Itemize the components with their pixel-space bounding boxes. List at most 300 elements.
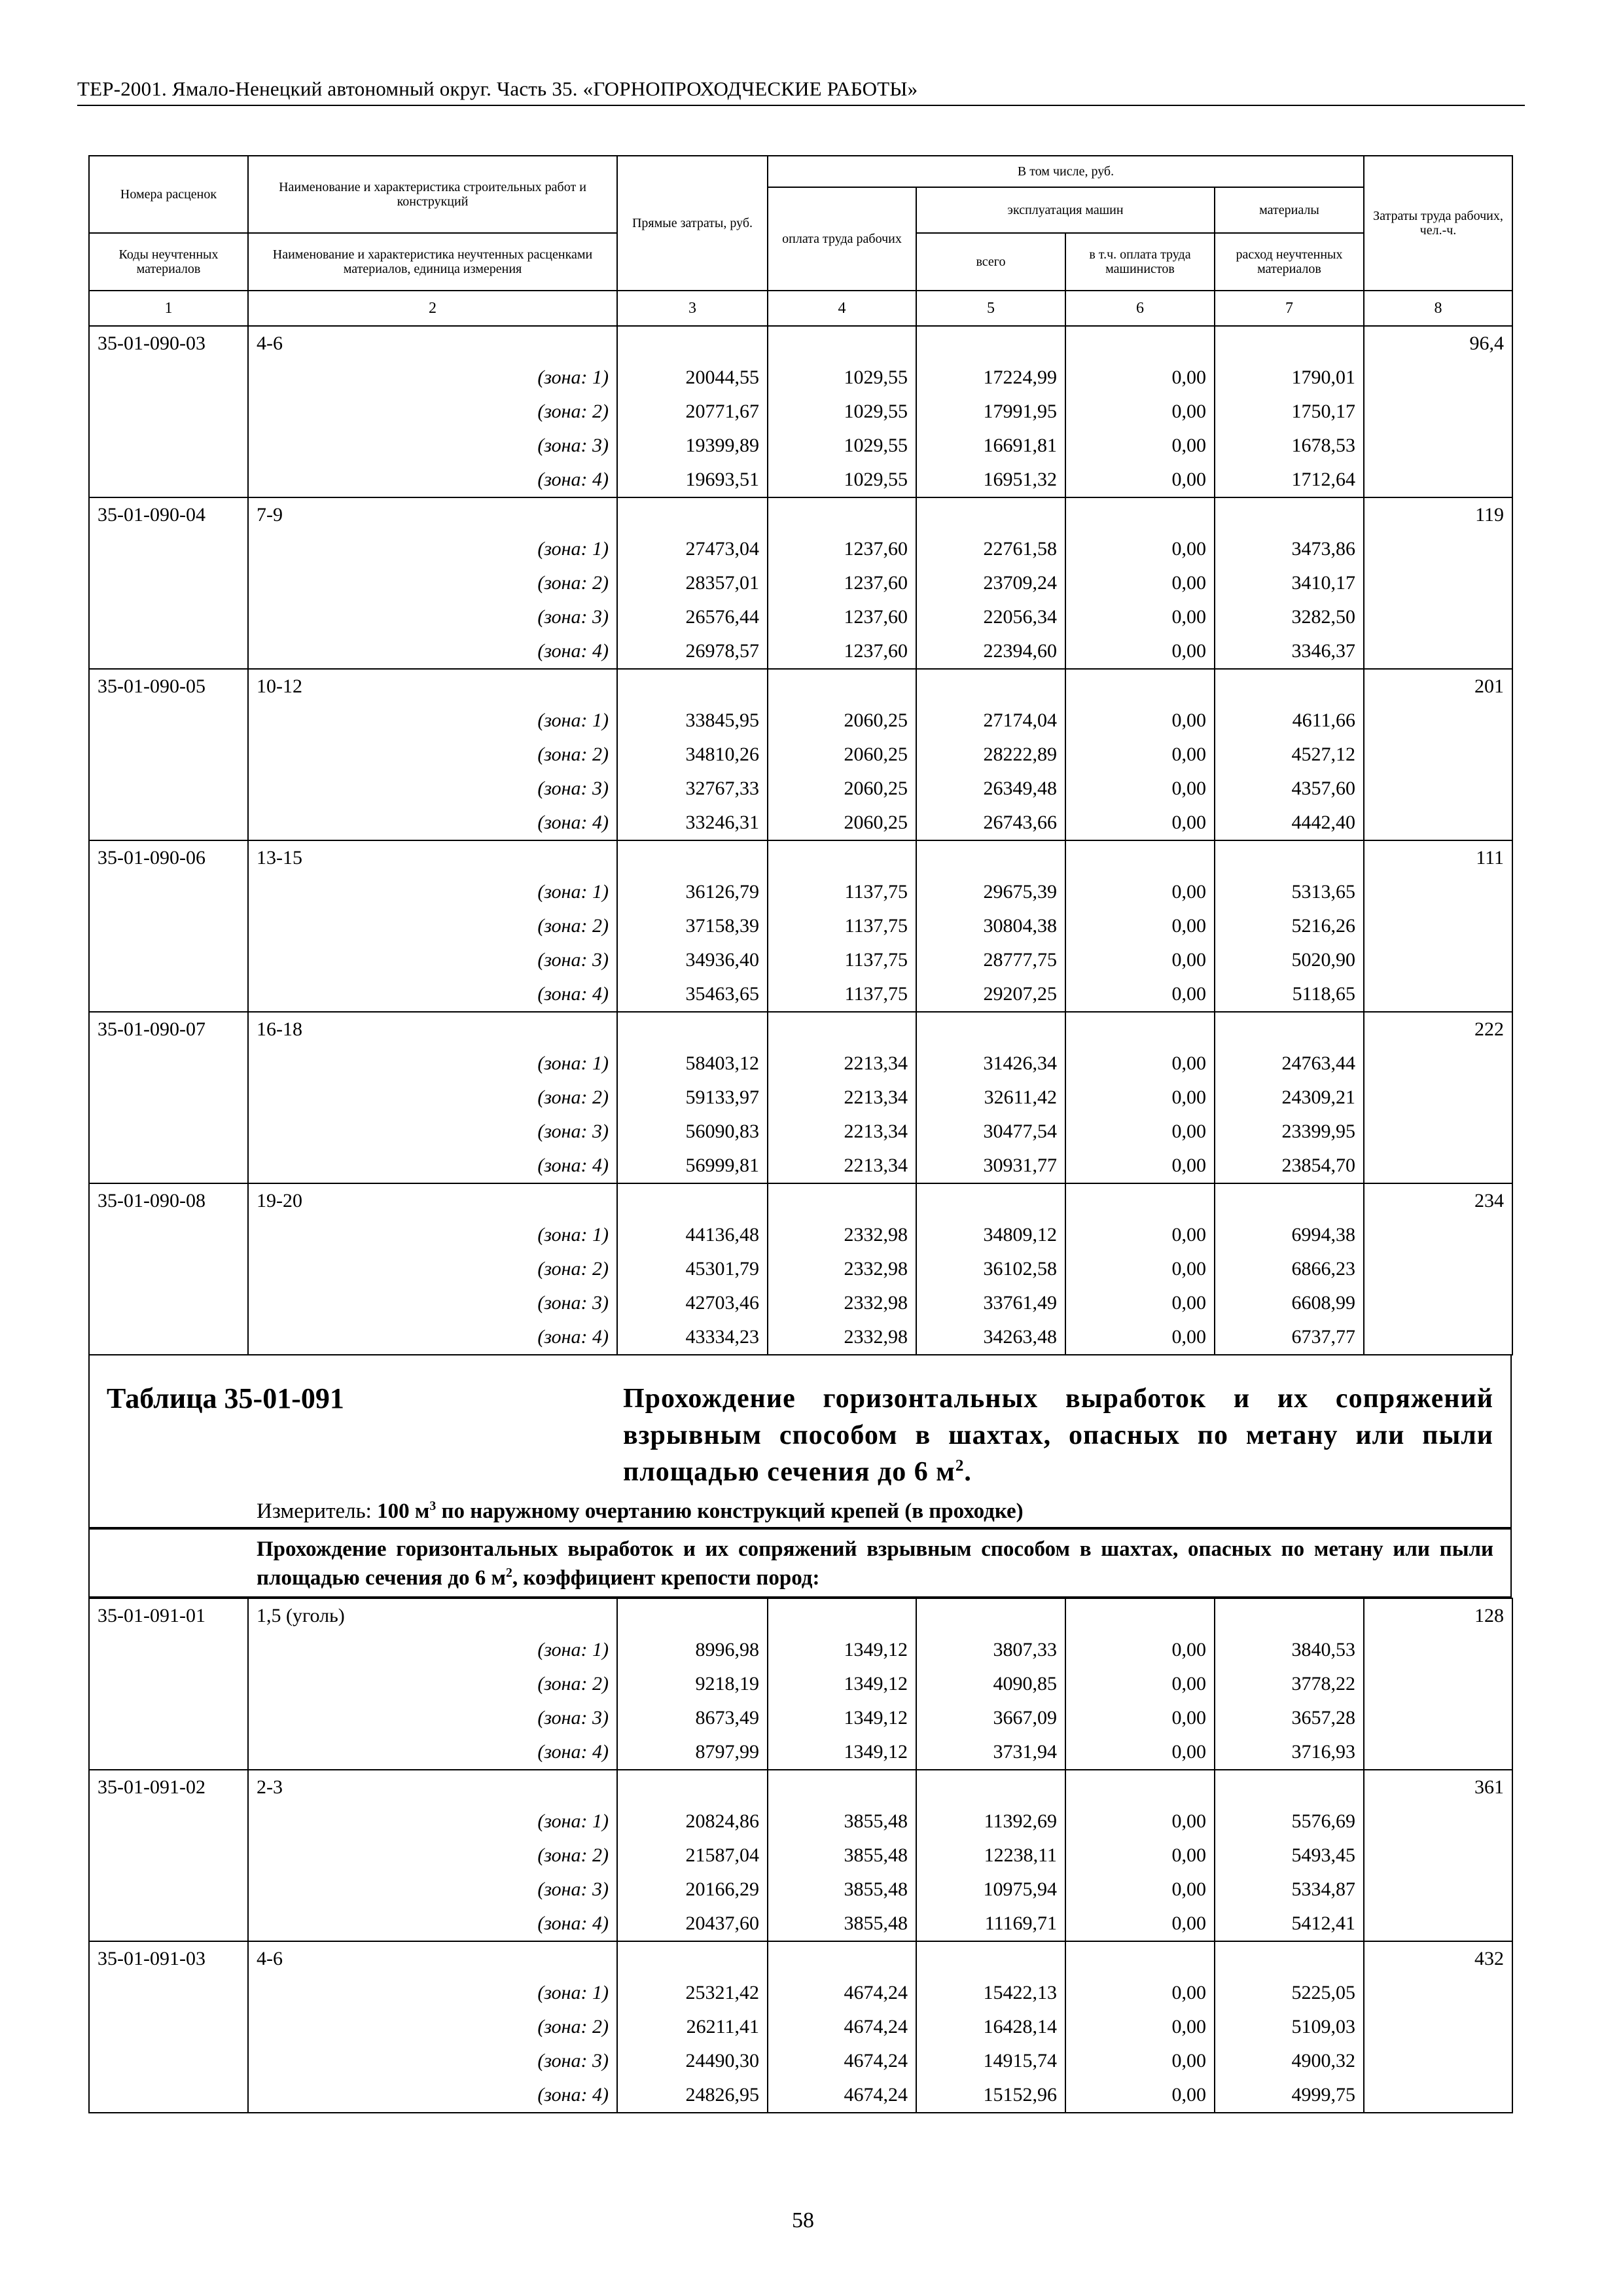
zone-label: (зона: 4)	[248, 1735, 617, 1770]
rate-code: 35-01-090-03	[89, 326, 248, 361]
empty-cell	[916, 326, 1065, 361]
table-row	[89, 1183, 1512, 1218]
table-row	[89, 497, 1512, 532]
machines-total: 27174,04	[916, 704, 1065, 738]
empty-cell	[1364, 1149, 1512, 1183]
direct-costs: 58403,12	[617, 1047, 768, 1081]
operator-wages: 0,00	[1065, 1081, 1215, 1115]
work-name: 1,5 (уголь)	[248, 1598, 617, 1633]
empty-cell	[1364, 600, 1512, 634]
zone-label: (зона: 2)	[248, 738, 617, 772]
empty-cell	[89, 463, 248, 497]
direct-costs: 24826,95	[617, 2078, 768, 2113]
machines-total: 16951,32	[916, 463, 1065, 497]
empty-cell	[1364, 772, 1512, 806]
operator-wages: 0,00	[1065, 1907, 1215, 1941]
materials: 5216,26	[1215, 909, 1364, 943]
empty-cell	[1364, 634, 1512, 669]
materials: 5493,45	[1215, 1839, 1364, 1873]
header-machines-total: всего	[916, 233, 1065, 291]
worker-wages: 2213,34	[768, 1081, 916, 1115]
zone-row	[89, 1839, 1512, 1873]
empty-cell	[1364, 1701, 1512, 1735]
empty-cell	[1364, 1081, 1512, 1115]
column-number: 4	[768, 291, 916, 326]
column-number: 5	[916, 291, 1065, 326]
direct-costs: 28357,01	[617, 566, 768, 600]
worker-wages: 1349,12	[768, 1667, 916, 1701]
machines-total: 15422,13	[916, 1976, 1065, 2010]
description-text: Прохождение горизонтальных выработок и их сопряжений взрывным способом в шахтах, опасных по метану или пыли площадью сечения до 6 $м^2$, коэффициент крепости пород:	[257, 1537, 1493, 1590]
operator-wages: 0,00	[1065, 463, 1215, 497]
zone-row	[89, 977, 1512, 1012]
empty-cell	[1364, 1115, 1512, 1149]
machines-total: 32611,42	[916, 1081, 1065, 1115]
zone-label: (зона: 3)	[248, 600, 617, 634]
empty-cell	[916, 1941, 1065, 1976]
operator-wages: 0,00	[1065, 532, 1215, 566]
empty-cell	[1364, 1804, 1512, 1839]
machines-total: 29207,25	[916, 977, 1065, 1012]
materials: 5109,03	[1215, 2010, 1364, 2044]
zone-label: (зона: 3)	[248, 429, 617, 463]
direct-costs: 20166,29	[617, 1873, 768, 1907]
materials: 3410,17	[1215, 566, 1364, 600]
empty-cell	[1364, 1907, 1512, 1941]
empty-cell	[89, 361, 248, 395]
page-number: 58	[792, 2208, 814, 2233]
zone-row	[89, 1047, 1512, 1081]
materials: 24309,21	[1215, 1081, 1364, 1115]
empty-cell	[1065, 1012, 1215, 1047]
worker-wages: 4674,24	[768, 1976, 916, 2010]
direct-costs: 34936,40	[617, 943, 768, 977]
empty-cell	[1364, 704, 1512, 738]
table-label: Таблица 35-01-091	[107, 1382, 344, 1414]
worker-wages: 1349,12	[768, 1735, 916, 1770]
zone-row	[89, 429, 1512, 463]
materials: 1678,53	[1215, 429, 1364, 463]
empty-cell	[617, 1598, 768, 1633]
work-name: 4-6	[248, 326, 617, 361]
zone-row	[89, 1320, 1512, 1355]
zone-row	[89, 2044, 1512, 2078]
table-row	[89, 1941, 1512, 1976]
zone-label: (зона: 2)	[248, 909, 617, 943]
operator-wages: 0,00	[1065, 1633, 1215, 1667]
labor-hours: 432	[1364, 1941, 1512, 1976]
materials: 3840,53	[1215, 1633, 1364, 1667]
operator-wages: 0,00	[1065, 1701, 1215, 1735]
empty-cell	[1065, 1598, 1215, 1633]
operator-wages: 0,00	[1065, 1976, 1215, 2010]
rate-code: 35-01-091-02	[89, 1770, 248, 1804]
labor-hours: 128	[1364, 1598, 1512, 1633]
header-operator-wages: в т.ч. оплата труда машинистов	[1065, 233, 1215, 291]
empty-cell	[617, 1183, 768, 1218]
empty-cell	[916, 497, 1065, 532]
operator-wages: 0,00	[1065, 909, 1215, 943]
zone-row	[89, 1633, 1512, 1667]
empty-cell	[768, 497, 916, 532]
empty-cell	[768, 1012, 916, 1047]
worker-wages: 1237,60	[768, 634, 916, 669]
materials: 4611,66	[1215, 704, 1364, 738]
worker-wages: 2332,98	[768, 1320, 916, 1355]
direct-costs: 43334,23	[617, 1320, 768, 1355]
empty-cell	[89, 1735, 248, 1770]
operator-wages: 0,00	[1065, 1115, 1215, 1149]
worker-wages: 1029,55	[768, 429, 916, 463]
zone-row	[89, 395, 1512, 429]
table-title: Прохождение горизонтальных выработок и их сопряжений взрывным способом в шахтах, опасных по метану или пыли площадью сечения до 6 $м^2$.	[623, 1384, 1493, 1487]
empty-cell	[89, 1804, 248, 1839]
empty-cell	[1065, 1770, 1215, 1804]
machines-total: 30477,54	[916, 1115, 1065, 1149]
running-header: ТЕР-2001. Ямало-Ненецкий автономный округ. Часть 35. «ГОРНОПРОХОДЧЕСКИЕ РАБОТЫ»	[77, 77, 918, 100]
empty-cell	[1364, 909, 1512, 943]
empty-cell	[1215, 497, 1364, 532]
machines-total: 11392,69	[916, 1804, 1065, 1839]
header-name: Наименование и характеристика строительных работ и конструкций	[248, 156, 617, 233]
machines-total: 10975,94	[916, 1873, 1065, 1907]
empty-cell	[617, 840, 768, 875]
machines-total: 29675,39	[916, 875, 1065, 909]
materials: 1750,17	[1215, 395, 1364, 429]
rate-code: 35-01-091-01	[89, 1598, 248, 1633]
empty-cell	[1364, 463, 1512, 497]
column-number: 7	[1215, 291, 1364, 326]
empty-cell	[89, 1081, 248, 1115]
zone-label: (зона: 3)	[248, 1286, 617, 1320]
worker-wages: 2213,34	[768, 1149, 916, 1183]
direct-costs: 37158,39	[617, 909, 768, 943]
table-091	[88, 1598, 1513, 2113]
worker-wages: 3855,48	[768, 1907, 916, 1941]
zone-label: (зона: 1)	[248, 1633, 617, 1667]
empty-cell	[1215, 1012, 1364, 1047]
materials: 3473,86	[1215, 532, 1364, 566]
empty-cell	[1065, 326, 1215, 361]
empty-cell	[89, 1047, 248, 1081]
materials: 3346,37	[1215, 634, 1364, 669]
empty-cell	[1215, 326, 1364, 361]
table-091-description	[88, 1528, 1512, 1598]
machines-total: 23709,24	[916, 566, 1065, 600]
empty-cell	[1364, 943, 1512, 977]
worker-wages: 2332,98	[768, 1218, 916, 1252]
direct-costs: 20044,55	[617, 361, 768, 395]
header-material-names: Наименование и характеристика неучтенных расценками материалов, единица измерения	[248, 233, 617, 291]
work-name: 19-20	[248, 1183, 617, 1218]
direct-costs: 35463,65	[617, 977, 768, 1012]
machines-total: 16691,81	[916, 429, 1065, 463]
machines-total: 36102,58	[916, 1252, 1065, 1286]
direct-costs: 26576,44	[617, 600, 768, 634]
zone-label: (зона: 2)	[248, 1839, 617, 1873]
empty-cell	[89, 875, 248, 909]
empty-cell	[1364, 1873, 1512, 1907]
zone-row	[89, 1976, 1512, 2010]
zone-row	[89, 600, 1512, 634]
zone-label: (зона: 1)	[248, 704, 617, 738]
direct-costs: 20771,67	[617, 395, 768, 429]
empty-cell	[1215, 1770, 1364, 1804]
empty-cell	[1364, 1252, 1512, 1286]
materials: 24763,44	[1215, 1047, 1364, 1081]
operator-wages: 0,00	[1065, 772, 1215, 806]
zone-row	[89, 463, 1512, 497]
empty-cell	[1364, 738, 1512, 772]
empty-cell	[617, 1941, 768, 1976]
zone-row	[89, 1701, 1512, 1735]
rate-code: 35-01-090-04	[89, 497, 248, 532]
table-row	[89, 1598, 1512, 1633]
materials: 4442,40	[1215, 806, 1364, 840]
zone-row	[89, 1115, 1512, 1149]
empty-cell	[1364, 532, 1512, 566]
direct-costs: 19399,89	[617, 429, 768, 463]
direct-costs: 8797,99	[617, 1735, 768, 1770]
table-row	[89, 1770, 1512, 1804]
table-row	[89, 669, 1512, 704]
work-name: 16-18	[248, 1012, 617, 1047]
zone-label: (зона: 3)	[248, 943, 617, 977]
header-machines: эксплуатация машин	[916, 187, 1215, 233]
column-number: 8	[1364, 291, 1512, 326]
empty-cell	[768, 1770, 916, 1804]
direct-costs: 56999,81	[617, 1149, 768, 1183]
empty-cell	[1364, 1839, 1512, 1873]
empty-cell	[89, 1839, 248, 1873]
direct-costs: 33845,95	[617, 704, 768, 738]
empty-cell	[916, 840, 1065, 875]
direct-costs: 34810,26	[617, 738, 768, 772]
machines-total: 22394,60	[916, 634, 1065, 669]
zone-label: (зона: 1)	[248, 1804, 617, 1839]
machines-total: 33761,49	[916, 1286, 1065, 1320]
direct-costs: 25321,42	[617, 1976, 768, 2010]
materials: 1712,64	[1215, 463, 1364, 497]
zone-row	[89, 704, 1512, 738]
machines-total: 34809,12	[916, 1218, 1065, 1252]
empty-cell	[768, 326, 916, 361]
empty-cell	[1065, 497, 1215, 532]
estimate-frame	[88, 155, 1512, 2113]
empty-cell	[1364, 1218, 1512, 1252]
materials: 1790,01	[1215, 361, 1364, 395]
empty-cell	[1215, 669, 1364, 704]
empty-cell	[1364, 977, 1512, 1012]
header-table	[88, 155, 1513, 1355]
zone-label: (зона: 2)	[248, 566, 617, 600]
zone-label: (зона: 4)	[248, 1149, 617, 1183]
zone-row	[89, 772, 1512, 806]
zone-row	[89, 875, 1512, 909]
zone-row	[89, 2078, 1512, 2113]
operator-wages: 0,00	[1065, 1149, 1215, 1183]
operator-wages: 0,00	[1065, 2044, 1215, 2078]
zone-row	[89, 1286, 1512, 1320]
zone-label: (зона: 1)	[248, 361, 617, 395]
empty-cell	[89, 1252, 248, 1286]
direct-costs: 8996,98	[617, 1633, 768, 1667]
empty-cell	[1364, 2044, 1512, 2078]
work-name: 10-12	[248, 669, 617, 704]
operator-wages: 0,00	[1065, 738, 1215, 772]
zone-label: (зона: 2)	[248, 1252, 617, 1286]
worker-wages: 2060,25	[768, 738, 916, 772]
direct-costs: 45301,79	[617, 1252, 768, 1286]
empty-cell	[89, 2010, 248, 2044]
empty-cell	[617, 1770, 768, 1804]
empty-cell	[1364, 395, 1512, 429]
direct-costs: 20824,86	[617, 1804, 768, 1839]
worker-wages: 3855,48	[768, 1804, 916, 1839]
zone-row	[89, 1218, 1512, 1252]
zone-row	[89, 532, 1512, 566]
empty-cell	[1364, 875, 1512, 909]
operator-wages: 0,00	[1065, 429, 1215, 463]
operator-wages: 0,00	[1065, 1667, 1215, 1701]
zone-label: (зона: 4)	[248, 1907, 617, 1941]
zone-label: (зона: 2)	[248, 1081, 617, 1115]
materials: 23854,70	[1215, 1149, 1364, 1183]
empty-cell	[1364, 1976, 1512, 2010]
zone-row	[89, 1081, 1512, 1115]
column-number: 2	[248, 291, 617, 326]
rate-code: 35-01-091-03	[89, 1941, 248, 1976]
empty-cell	[89, 738, 248, 772]
zone-label: (зона: 3)	[248, 1115, 617, 1149]
worker-wages: 1349,12	[768, 1701, 916, 1735]
materials: 6737,77	[1215, 1320, 1364, 1355]
empty-cell	[1215, 1183, 1364, 1218]
zone-label: (зона: 1)	[248, 532, 617, 566]
zone-label: (зона: 2)	[248, 2010, 617, 2044]
empty-cell	[916, 1770, 1065, 1804]
direct-costs: 44136,48	[617, 1218, 768, 1252]
empty-cell	[916, 669, 1065, 704]
empty-cell	[916, 1183, 1065, 1218]
zone-label: (зона: 1)	[248, 1047, 617, 1081]
work-name: 2-3	[248, 1770, 617, 1804]
direct-costs: 26211,41	[617, 2010, 768, 2044]
empty-cell	[1364, 1735, 1512, 1770]
operator-wages: 0,00	[1065, 2010, 1215, 2044]
empty-cell	[1065, 1183, 1215, 1218]
operator-wages: 0,00	[1065, 704, 1215, 738]
column-number: 3	[617, 291, 768, 326]
machines-total: 34263,48	[916, 1320, 1065, 1355]
empty-cell	[1364, 1633, 1512, 1667]
empty-cell	[617, 1012, 768, 1047]
zone-row	[89, 1873, 1512, 1907]
operator-wages: 0,00	[1065, 1252, 1215, 1286]
operator-wages: 0,00	[1065, 806, 1215, 840]
empty-cell	[89, 2078, 248, 2113]
header-material-codes: Коды неучтенных материалов	[89, 233, 248, 291]
direct-costs: 21587,04	[617, 1839, 768, 1873]
direct-costs: 59133,97	[617, 1081, 768, 1115]
labor-hours: 222	[1364, 1012, 1512, 1047]
empty-cell	[1065, 669, 1215, 704]
empty-cell	[1364, 1667, 1512, 1701]
zone-row	[89, 1149, 1512, 1183]
zone-label: (зона: 3)	[248, 1701, 617, 1735]
empty-cell	[916, 1012, 1065, 1047]
materials: 3778,22	[1215, 1667, 1364, 1701]
operator-wages: 0,00	[1065, 1735, 1215, 1770]
direct-costs: 33246,31	[617, 806, 768, 840]
empty-cell	[89, 1149, 248, 1183]
zone-row	[89, 1804, 1512, 1839]
empty-cell	[89, 1320, 248, 1355]
operator-wages: 0,00	[1065, 361, 1215, 395]
zone-label: (зона: 4)	[248, 977, 617, 1012]
materials: 4900,32	[1215, 2044, 1364, 2078]
work-name: 4-6	[248, 1941, 617, 1976]
header-rule	[77, 105, 1525, 106]
header-labor-hours: Затраты труда рабочих, чел.-ч.	[1364, 156, 1512, 291]
materials: 3716,93	[1215, 1735, 1364, 1770]
empty-cell	[768, 840, 916, 875]
operator-wages: 0,00	[1065, 2078, 1215, 2113]
worker-wages: 1137,75	[768, 977, 916, 1012]
labor-hours: 111	[1364, 840, 1512, 875]
direct-costs: 26978,57	[617, 634, 768, 669]
empty-cell	[89, 634, 248, 669]
worker-wages: 4674,24	[768, 2078, 916, 2113]
materials: 4527,12	[1215, 738, 1364, 772]
worker-wages: 2060,25	[768, 806, 916, 840]
direct-costs: 20437,60	[617, 1907, 768, 1941]
worker-wages: 2213,34	[768, 1047, 916, 1081]
operator-wages: 0,00	[1065, 1320, 1215, 1355]
labor-hours: 96,4	[1364, 326, 1512, 361]
header-code: Номера расценок	[89, 156, 248, 233]
machines-total: 30931,77	[916, 1149, 1065, 1183]
empty-cell	[1364, 1286, 1512, 1320]
worker-wages: 2213,34	[768, 1115, 916, 1149]
empty-cell	[89, 943, 248, 977]
materials: 5412,41	[1215, 1907, 1364, 1941]
zone-label: (зона: 2)	[248, 1667, 617, 1701]
machines-total: 3667,09	[916, 1701, 1065, 1735]
empty-cell	[89, 1286, 248, 1320]
operator-wages: 0,00	[1065, 943, 1215, 977]
empty-cell	[1364, 566, 1512, 600]
zone-row	[89, 806, 1512, 840]
empty-cell	[89, 704, 248, 738]
materials: 6866,23	[1215, 1252, 1364, 1286]
empty-cell	[768, 1598, 916, 1633]
machines-total: 30804,38	[916, 909, 1065, 943]
column-number: 1	[89, 291, 248, 326]
empty-cell	[1364, 806, 1512, 840]
header-unaccounted-materials: расход неучтенных материалов	[1215, 233, 1364, 291]
empty-cell	[1364, 1320, 1512, 1355]
worker-wages: 1137,75	[768, 909, 916, 943]
machines-total: 22761,58	[916, 532, 1065, 566]
header-direct-costs: Прямые затраты, руб.	[617, 156, 768, 291]
worker-wages: 2060,25	[768, 704, 916, 738]
labor-hours: 361	[1364, 1770, 1512, 1804]
direct-costs: 8673,49	[617, 1701, 768, 1735]
zone-label: (зона: 4)	[248, 463, 617, 497]
column-number: 6	[1065, 291, 1215, 326]
table-row	[89, 840, 1512, 875]
